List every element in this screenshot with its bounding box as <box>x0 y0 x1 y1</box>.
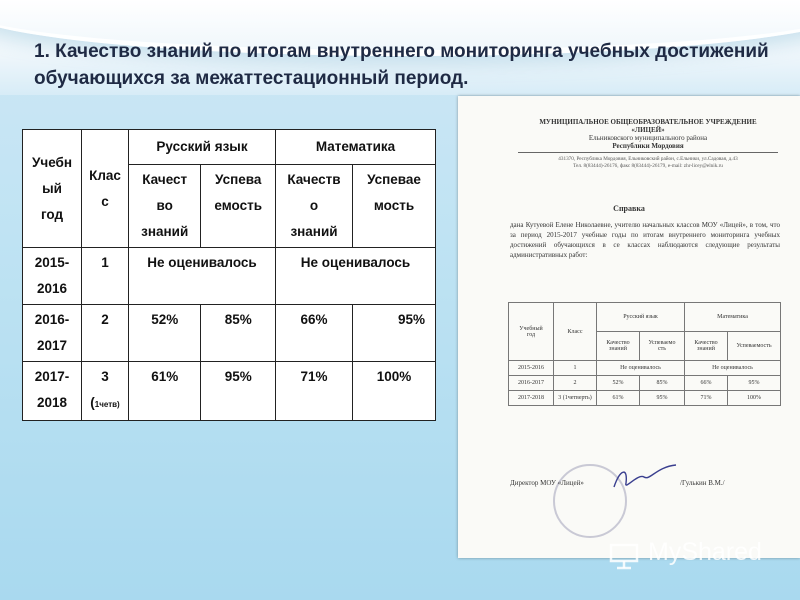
doc-cell-russian-merged: Не оценивалось <box>597 361 685 376</box>
header-year-line: Учебн <box>31 154 73 170</box>
doc-h-math: Математика <box>685 303 781 332</box>
header-russian-progress <box>201 165 276 248</box>
header-class-line: с <box>101 193 109 209</box>
cell-year <box>23 248 82 305</box>
header-line: Успевае <box>367 172 421 187</box>
signature-icon <box>610 463 680 493</box>
doc-h-q <box>597 332 640 361</box>
cell-class: 1 <box>82 248 129 305</box>
doc-cell-class: 3 (1четверть) <box>554 391 597 406</box>
doc-title: Справка <box>613 204 645 213</box>
cell-math-progress: 100% <box>353 362 436 421</box>
doc-cell-class: 2 <box>554 376 597 391</box>
header-line: о <box>309 198 319 213</box>
cell-year <box>23 305 82 362</box>
doc-h-line: Качество <box>694 340 718 346</box>
cell-math-merged: Не оценивалось <box>276 248 436 305</box>
header-year-line: год <box>40 206 64 222</box>
doc-h-class: Класс <box>554 303 597 361</box>
doc-address-line: 431370, Республика Мордовия, Ельниковский район, с.Ельники, ул.Садовая, д.43 <box>558 156 738 162</box>
header-class-line: Клас <box>89 167 121 183</box>
header-line: во <box>156 198 173 213</box>
doc-address <box>518 156 778 169</box>
doc-cell-year: 2015-2016 <box>509 361 554 376</box>
cell-russian-quality: 61% <box>129 362 201 421</box>
doc-header-line: МУНИЦИПАЛЬНОЕ ОБЩЕОБРАЗОВАТЕЛЬНОЕ УЧРЕЖДЕНИЕ <box>539 118 757 126</box>
slide-title: 1. Качество знаний по итогам внутреннего мониторинга учебных достижений обучающихся за межаттестационный период. <box>34 41 769 89</box>
doc-h-russian: Русский язык <box>597 303 685 332</box>
watermark: MyShared <box>648 538 762 566</box>
cell-year-line: 2017- <box>34 369 70 384</box>
header-year <box>23 130 82 248</box>
doc-cell-class: 1 <box>554 361 597 376</box>
doc-cell-math-merged: Не оценивалось <box>685 361 781 376</box>
doc-h-p <box>640 332 685 361</box>
doc-header <box>518 118 778 150</box>
doc-h-line: знаний <box>697 346 715 352</box>
header-line: Успева <box>215 172 262 187</box>
cell-class: 2 <box>82 305 129 362</box>
results-table <box>22 129 436 421</box>
doc-header-line: «ЛИЦЕЙ» <box>631 126 665 134</box>
doc-cell-mq: 66% <box>685 376 728 391</box>
doc-h-line: сть <box>657 346 667 352</box>
header-line: мость <box>373 198 415 213</box>
header-year-line: ый <box>42 180 62 196</box>
header-class <box>82 130 129 248</box>
header-line: знаний <box>141 224 189 239</box>
cell-year-line: 2018 <box>36 395 68 410</box>
doc-cell-rp: 95% <box>640 391 685 406</box>
class-note-text: 1четв) <box>94 400 120 409</box>
doc-h-line: Учебный <box>519 325 543 332</box>
doc-header-line: Республики Мордовия <box>612 142 684 150</box>
doc-address-line: Тел. 8(83444)-26176, факс 8(83444)-26179, e-mail: zhr-licey@elnik.ru <box>573 162 723 169</box>
cell-russian-merged: Не оценивалось <box>129 248 276 305</box>
cell-year-line: 2017 <box>36 338 68 353</box>
doc-header-line: Ельниковского муниципального района <box>588 134 708 142</box>
cell-russian-quality: 52% <box>129 305 201 362</box>
doc-cell-rp: 85% <box>640 376 685 391</box>
header-line: знаний <box>290 224 338 239</box>
cell-year <box>23 362 82 421</box>
cell-class <box>82 362 129 421</box>
cell-russian-progress: 95% <box>201 362 276 421</box>
doc-signer-title: Директор МОУ «Лицей» <box>510 479 584 487</box>
class-note-paren: ( <box>90 395 95 410</box>
doc-signature-line <box>510 479 780 487</box>
doc-h-q2 <box>685 332 728 361</box>
cell-russian-progress: 85% <box>201 305 276 362</box>
cell-class-note <box>85 390 125 418</box>
cell-class-value: 3 <box>101 369 109 384</box>
doc-signer-name: /Гулькин В.М./ <box>680 479 725 487</box>
doc-h-p2: Успеваемость <box>728 332 781 361</box>
cell-math-quality: 66% <box>276 305 353 362</box>
doc-h-line: год <box>526 331 536 338</box>
doc-divider <box>518 152 778 153</box>
doc-h-line: знаний <box>609 346 627 352</box>
doc-cell-year: 2017-2018 <box>509 391 554 406</box>
doc-h-year <box>509 303 554 361</box>
doc-body-text: дана Кутуевой Елене Николаевне, учителю начальных классов МОУ «Лицей», в том, что за период 2015-2017 учебные годы по итогам внутреннего мониторинга учебных достижений обучающихся в се классах наблюдаются следующие результаты административных работ: <box>510 221 780 259</box>
header-line: Качест <box>142 172 188 187</box>
doc-cell-mp: 100% <box>728 391 781 406</box>
doc-cell-year: 2016-2017 <box>509 376 554 391</box>
scanned-certificate <box>458 96 800 558</box>
doc-table <box>508 302 781 406</box>
header-russian: Русский язык <box>129 130 276 165</box>
header-math: Математика <box>276 130 436 165</box>
doc-cell-mq: 71% <box>685 391 728 406</box>
cell-math-progress: 95% <box>353 305 436 362</box>
cell-math-quality: 71% <box>276 362 353 421</box>
cell-year-line: 2016 <box>36 281 68 296</box>
header-math-quality <box>276 165 353 248</box>
header-line: емость <box>214 198 263 213</box>
header-math-progress <box>353 165 436 248</box>
presentation-icon <box>608 540 642 570</box>
doc-cell-rq: 61% <box>597 391 640 406</box>
header-russian-quality <box>129 165 201 248</box>
cell-year-line: 2016- <box>34 312 70 327</box>
cell-year-line: 2015- <box>34 255 70 270</box>
doc-h-line: Качество <box>606 340 630 346</box>
doc-cell-rq: 52% <box>597 376 640 391</box>
header-line: Качеств <box>287 172 341 187</box>
doc-cell-mp: 95% <box>728 376 781 391</box>
doc-h-line: Успеваемо <box>648 340 676 346</box>
